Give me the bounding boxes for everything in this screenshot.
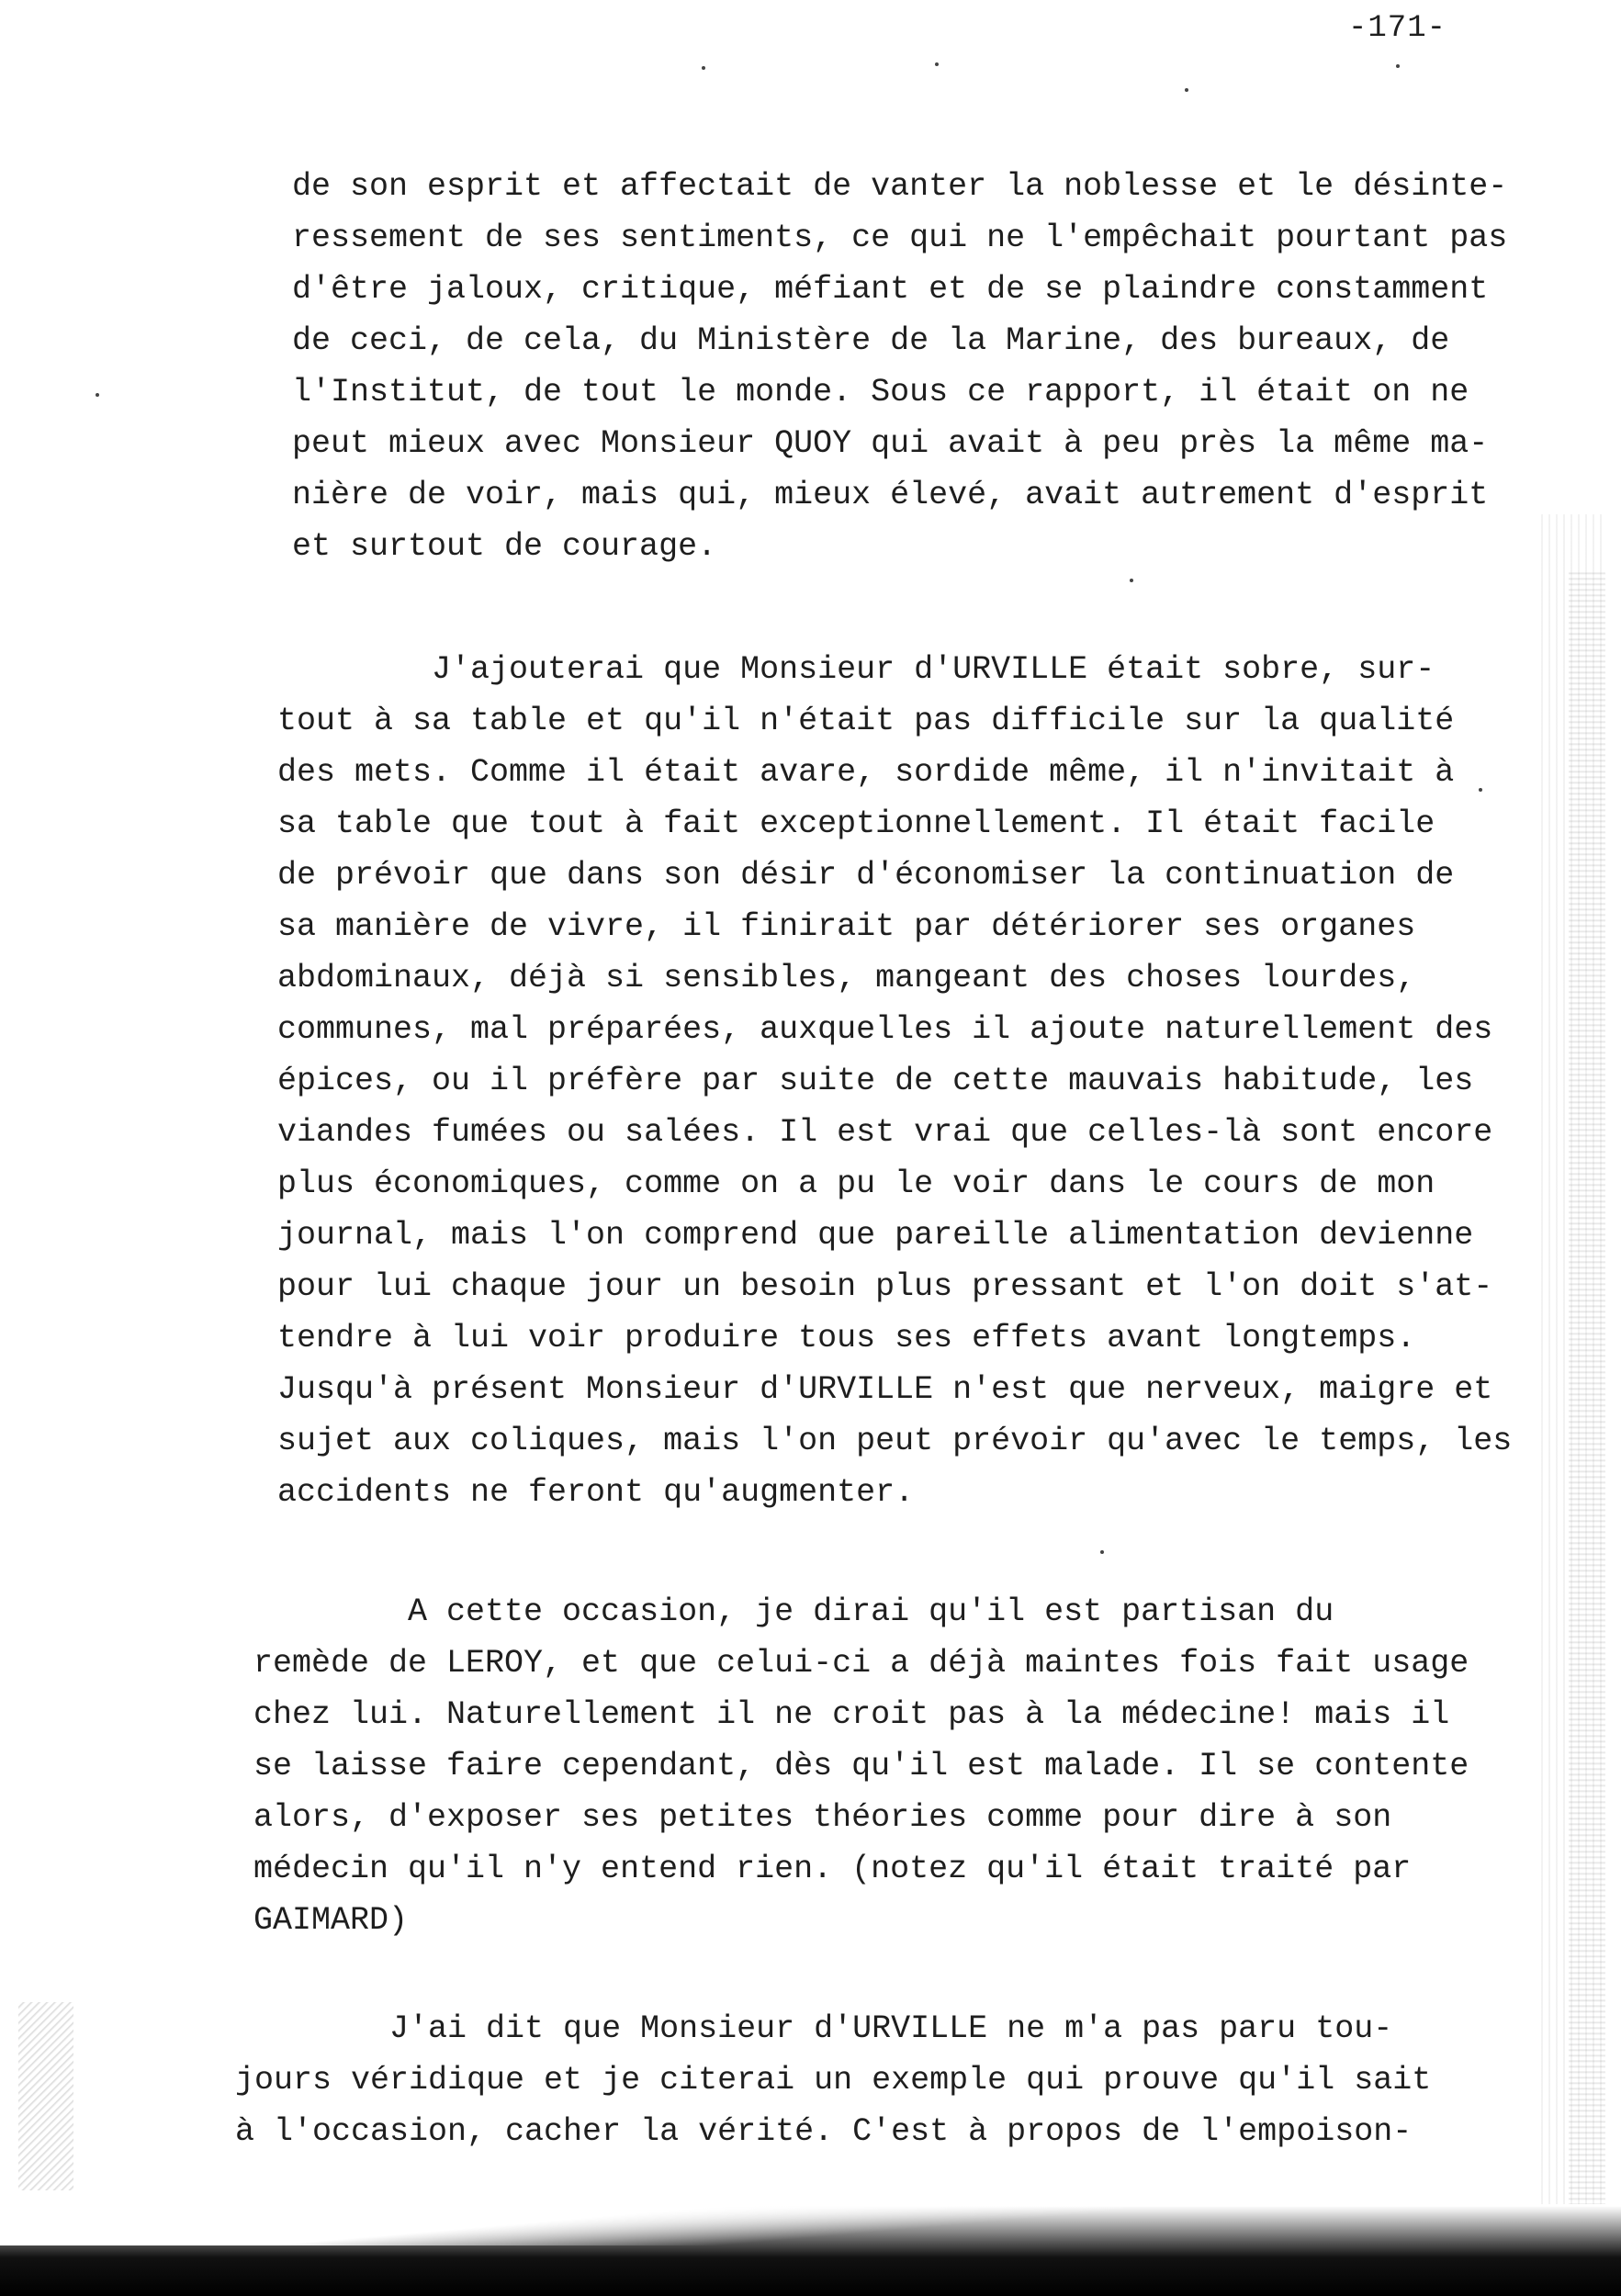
text-line: et surtout de courage.	[292, 528, 717, 565]
text-line: communes, mal préparées, auxquelles il ajoute naturellement des	[277, 1011, 1493, 1048]
ink-speck	[1396, 64, 1400, 68]
text-line: sa manière de vivre, il finirait par détériorer ses organes	[277, 908, 1416, 945]
text-line: ressement de ses sentiments, ce qui ne l'empêchait pourtant pas	[292, 219, 1508, 256]
scan-left-smudge	[18, 2002, 73, 2223]
text-line: alors, d'exposer ses petites théories comme pour dire à son	[253, 1799, 1392, 1836]
text-line: plus économiques, comme on a pu le voir dans le cours de mon	[277, 1165, 1435, 1202]
text-line: de ceci, de cela, du Ministère de la Marine, des bureaux, de	[292, 322, 1450, 359]
text-line: tendre à lui voir produire tous ses effets avant longtemps.	[277, 1320, 1416, 1356]
text-line: pour lui chaque jour un besoin plus pressant et l'on doit s'at-	[277, 1268, 1493, 1305]
text-line: sa table que tout à fait exceptionnellement. Il était facile	[277, 805, 1435, 842]
ink-speck	[1100, 1550, 1104, 1554]
text-line: l'Institut, de tout le monde. Sous ce rapport, il était on ne	[292, 374, 1469, 411]
text-line: viandes fumées ou salées. Il est vrai que celles-là sont encore	[277, 1114, 1493, 1151]
text-line: se laisse faire cependant, dès qu'il est malade. Il se contente	[253, 1748, 1469, 1784]
text-line: à l'occasion, cacher la vérité. C'est à propos de l'empoison-	[235, 2113, 1413, 2150]
text-line: chez lui. Naturellement il ne croit pas à la médecine! mais il	[253, 1696, 1450, 1733]
ink-speck	[1479, 788, 1482, 792]
text-line: Jusqu'à présent Monsieur d'URVILLE n'est que nerveux, maigre et	[277, 1371, 1493, 1408]
ink-speck	[935, 62, 939, 66]
text-line: de prévoir que dans son désir d'économiser la continuation de	[277, 857, 1455, 894]
text-line: peut mieux avec Monsieur QUOY qui avait à peu près la même ma-	[292, 425, 1489, 462]
text-line: tout à sa table et qu'il n'était pas difficile sur la qualité	[277, 703, 1455, 739]
text-line: remède de LEROY, et que celui-ci a déjà maintes fois fait usage	[253, 1645, 1469, 1682]
ink-speck	[1185, 88, 1188, 92]
text-line: sujet aux coliques, mais l'on peut prévoir qu'avec le temps, les	[277, 1423, 1513, 1459]
text-line: de son esprit et affectait de vanter la noblesse et le désinte-	[292, 168, 1508, 205]
text-line: des mets. Comme il était avare, sordide même, il n'invitait à	[277, 754, 1455, 791]
ink-speck	[96, 393, 99, 397]
text-line: épices, ou il préfère par suite de cette mauvais habitude, les	[277, 1063, 1474, 1099]
text-line: d'être jaloux, critique, méfiant et de se plaindre constamment	[292, 271, 1489, 308]
page-number: -171-	[1348, 11, 1447, 46]
text-line: journal, mais l'on comprend que pareille alimentation devienne	[277, 1217, 1474, 1254]
text-line: A cette occasion, je dirai qu'il est partisan du	[253, 1593, 1334, 1630]
text-line: nière de voir, mais qui, mieux élevé, avait autrement d'esprit	[292, 477, 1489, 513]
text-line: jours véridique et je citerai un exemple qui prouve qu'il sait	[235, 2062, 1432, 2099]
text-line: accidents ne feront qu'augmenter.	[277, 1474, 915, 1511]
text-line: J'ajouterai que Monsieur d'URVILLE était sobre, sur-	[277, 651, 1435, 688]
text-line: médecin qu'il n'y entend rien. (notez qu'il était traité par	[253, 1851, 1412, 1887]
scan-bottom-shadow-edge	[0, 2190, 1621, 2245]
text-line: GAIMARD)	[253, 1902, 409, 1939]
text-line: J'ai dit que Monsieur d'URVILLE ne m'a pas paru tou-	[235, 2010, 1393, 2047]
text-line: abdominaux, déjà si sensibles, mangeant des choses lourdes,	[277, 960, 1416, 996]
ink-speck	[702, 66, 705, 70]
ink-speck	[1130, 579, 1133, 582]
scan-edge-noise-secondary	[1569, 569, 1605, 2223]
